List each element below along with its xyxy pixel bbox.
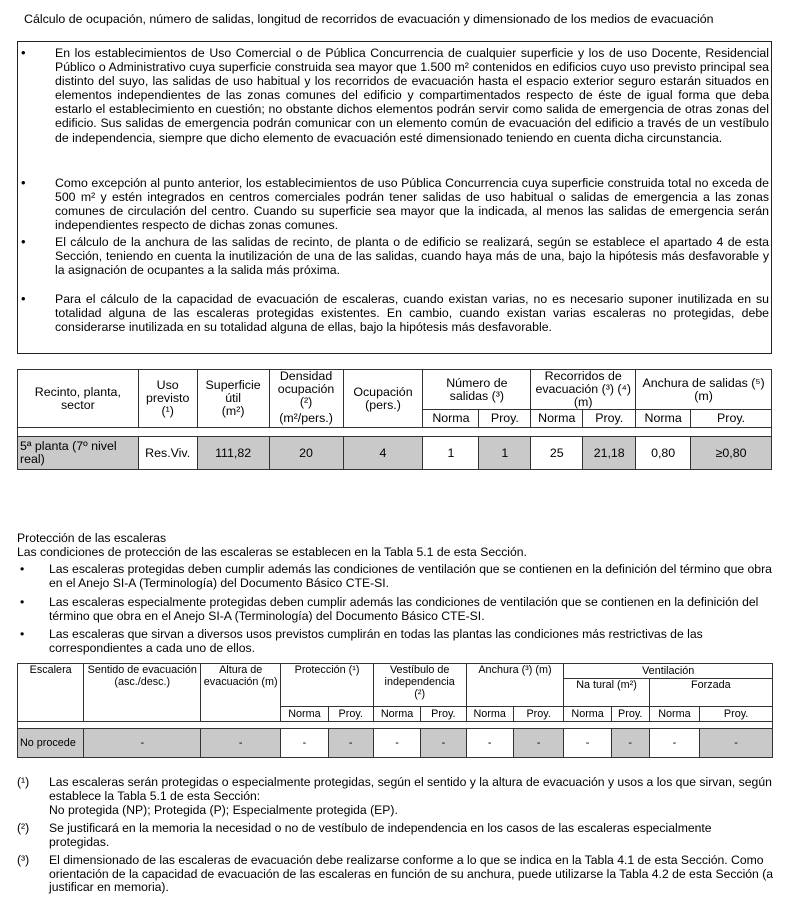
- header-anchura: Anchura de salidas (⁵) (m): [636, 370, 772, 410]
- header-proy: Proy.: [611, 707, 649, 722]
- footnote-mark: (¹): [17, 775, 30, 789]
- header-norma: Norma: [564, 707, 611, 722]
- cell-value: -: [421, 729, 466, 758]
- header-superficie: Superficie útil (m²): [197, 370, 269, 428]
- header-sentido: Sentido de evacuación (asc./desc.): [84, 664, 201, 722]
- cell-ocupacion: 4: [343, 437, 423, 470]
- header-natural: Na tural (m²): [564, 679, 649, 707]
- header-densidad: Densidad ocupación (²): [269, 370, 343, 410]
- header-uso: Uso previsto (¹): [138, 370, 197, 428]
- cell-value: -: [611, 729, 649, 758]
- header-proy: Proy.: [421, 707, 466, 722]
- cell-sentido: -: [84, 729, 201, 758]
- header-norma: Norma: [281, 707, 328, 722]
- header-proy: Proy.: [513, 707, 564, 722]
- stair-protection-table: [17, 663, 773, 758]
- cell-salidas-proy: 1: [479, 437, 531, 470]
- cell-value: -: [373, 729, 420, 758]
- cell-salidas-norma: 1: [423, 437, 479, 470]
- header-norma: Norma: [373, 707, 420, 722]
- occupancy-table: [17, 369, 772, 470]
- list-item: Las escaleras que sirvan a diversos usos previstos cumplirán en todas las plantas las condiciones más restrictivas de las correspondientes a cada uno de ellos.: [49, 627, 703, 655]
- cell-value: -: [513, 729, 564, 758]
- cell-recorridos-proy: 21,18: [583, 437, 636, 470]
- header-proy: Proy.: [479, 410, 531, 428]
- section-intro: Las condiciones de protección de las escaleras se establecen en la Tabla 5.1 de esta Sección.: [17, 545, 527, 559]
- header-proy: Proy.: [700, 707, 773, 722]
- footnote-text: El dimensionado de las escaleras de evacuación debe realizarse conforme a lo que se indica en la Tabla 4.1 de esta Sección. Como orientación de la capacidad de evacuación de las escaleras en función de su anchura, puede utilizarse la Tabla 4.2 de esta Sección (a justificar en memoria).: [49, 853, 774, 895]
- header-norma: Norma: [531, 410, 583, 428]
- header-forzada: Forzada: [649, 679, 772, 707]
- cell-escalera: No procede: [18, 729, 84, 758]
- cell-anchura-proy: ≥0,80: [691, 437, 772, 470]
- header-proy: Proy.: [583, 410, 636, 428]
- header-norma: Norma: [649, 707, 700, 722]
- header-norma: Norma: [423, 410, 479, 428]
- header-num-salidas: Número de salidas (³): [423, 370, 531, 410]
- section-title-escaleras: Protección de las escaleras: [17, 531, 167, 545]
- cell-value: -: [328, 729, 373, 758]
- header-recinto: Recinto, planta, sector: [18, 370, 139, 428]
- header-anchura: Anchura (³) (m): [466, 664, 564, 707]
- cell-value: -: [281, 729, 328, 758]
- cell-value: -: [466, 729, 513, 758]
- table-row: [18, 729, 773, 758]
- header-proy: Proy.: [328, 707, 373, 722]
- header-norma: Norma: [636, 410, 691, 428]
- cell-value: -: [564, 729, 611, 758]
- bullet: •: [20, 595, 25, 609]
- bullet: •: [21, 175, 26, 190]
- paragraph-calculo-anchura: El cálculo de la anchura de las salidas de recinto, de planta o de edificio se realizará, según se establece el apartado 4 de esta Sección, teniendo en cuenta la inutilización de una de las salidas, cuando haya más de una, bajo la hipótesis más desfavorable y la asignación de ocupantes a la salida más próxima.: [55, 235, 769, 278]
- cell-value: -: [700, 729, 773, 758]
- header-recorridos: Recorridos de evacuación (³) (⁴) (m): [531, 370, 636, 410]
- footnote-text: Se justificará en la memoria la necesidad o no de vestíbulo de independencia en los casos de las escaleras especialmente protegidas.: [49, 821, 712, 849]
- footnote-text: No protegida (NP); Protegida (P); Especialmente protegida (EP).: [49, 803, 398, 817]
- header-norma: Norma: [466, 707, 513, 722]
- bullet: •: [20, 562, 25, 576]
- footnote-mark: (³): [17, 853, 30, 867]
- header-escalera: Escalera: [18, 664, 84, 722]
- cell-value: -: [649, 729, 700, 758]
- list-item: Las escaleras protegidas deben cumplir además las condiciones de ventilación que se contienen en la definición del término que obra en el Anejo SI-A (Terminología) del Documento Básico CTE-SI.: [49, 562, 772, 590]
- cell-recorridos-norma: 25: [531, 437, 583, 470]
- bullet: •: [21, 45, 26, 60]
- cell-anchura-norma: 0,80: [636, 437, 691, 470]
- bullet: •: [21, 234, 26, 249]
- bullet: •: [20, 627, 25, 641]
- footnote-mark: (²): [17, 821, 30, 835]
- header-vestibulo: Vestíbulo de independencia (²): [373, 664, 466, 707]
- cell-densidad: 20: [269, 437, 343, 470]
- section-title-ocupacion: Cálculo de ocupación, número de salidas, longitud de recorridos de evacuación y dimensionado de los medios de evacuación: [24, 12, 714, 26]
- header-altura: Altura de evacuación (m): [201, 664, 281, 722]
- bullet: •: [21, 291, 26, 306]
- footnote-text: Las escaleras serán protegidas o especialmente protegidas, según el sentido y la altura de evacuación y usos a los que sirvan, según establece la Tabla 5.1 de esta Sección:: [49, 775, 772, 803]
- paragraph-establecimientos: En los establecimientos de Uso Comercial o de Pública Concurrencia de cualquier superficie y los de uso Docente, Residencial Público o Administrativo cuya superficie construida sea mayor que 1.500 m² contenidos en edificios cuyo uso previsto principal sea distinto del suyo, las salidas de uso habitual y los recorridos de evacuación hasta el espacio exterior seguro estarán situados en elementos independientes de las zonas comunes del edificio y compartimentados respecto de éste de igual forma que deba estarlo el establecimiento en cuestión; no obstante dichos elementos podrán servir como salida de emergencia de otras zonas del edificio. Sus salidas de emergencia podrán comunicar con un elemento común de evacuación del edificio a través de un vestíbulo de independencia, siempre que dicho elemento de evacuación esté dimensionado teniendo en cuenta dicha circunstancia.: [55, 46, 769, 145]
- cell-uso: Res.Viv.: [138, 437, 197, 470]
- header-densidad-unit: (m²/pers.): [269, 410, 343, 428]
- cell-superficie: 111,82: [197, 437, 269, 470]
- header-ocupacion: Ocupación (pers.): [343, 370, 423, 428]
- evacuation-rules-box: [17, 41, 772, 354]
- header-proy: Proy.: [691, 410, 772, 428]
- header-proteccion: Protección (¹): [281, 664, 374, 707]
- cell-altura: -: [201, 729, 281, 758]
- paragraph-capacidad-escaleras: Para el cálculo de la capacidad de evacuación de escaleras, cuando existan varias, no es necesario suponer inutilizada en su totalidad alguna de las escaleras protegidas existentes. En cambio, cuando existan varias escaleras no protegidas, debe considerarse inutilizada en su totalidad alguna de ellas, bajo la hipótesis más desfavorable.: [55, 292, 769, 335]
- cell-recinto: 5ª planta (7º nivel real): [18, 437, 139, 470]
- list-item: Las escaleras especialmente protegidas deben cumplir además las condiciones de ventilación que se contienen en la definición del término que obra en el Anejo SI-A (Terminología) del Documento Básico CTE-SI.: [49, 595, 759, 623]
- paragraph-excepcion: Como excepción al punto anterior, los establecimientos de uso Pública Concurrencia cuya superficie construida total no exceda de 500 m² y estén integrados en centros comerciales podrán tener salidas de uso habitual o salidas de emergencia a las zonas comunes de circulación del centro. Cuando su superficie sea mayor que la indicada, al menos las salidas de emergencia serán independientes respecto de dichas zonas comunes.: [55, 176, 769, 233]
- header-ventilacion: Ventilación: [564, 664, 773, 679]
- table-row: [18, 437, 772, 470]
